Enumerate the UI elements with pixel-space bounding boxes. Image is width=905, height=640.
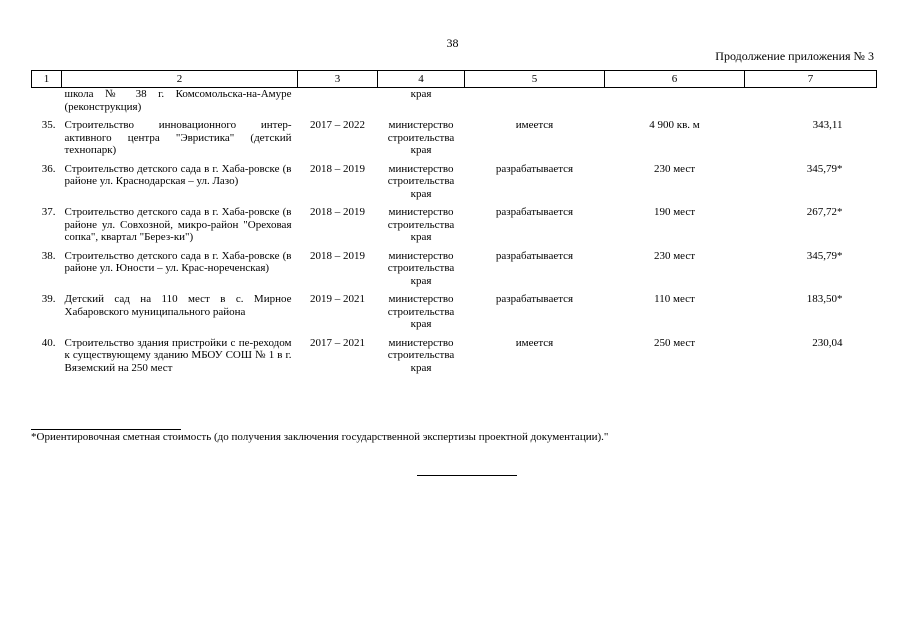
documentation-status: разрабатывается: [495, 293, 574, 305]
cost: 345,79*: [806, 162, 843, 175]
period: 2018 – 2019: [310, 249, 365, 262]
cost: 183,50*: [806, 293, 843, 305]
executor: министерство строительства края: [387, 249, 455, 287]
row-number: 39.: [41, 293, 56, 305]
documentation-status: имеется: [515, 336, 554, 349]
executor: края: [410, 88, 432, 100]
executor: министерство строительства края: [387, 162, 455, 200]
capacity: 4 900 кв. м: [649, 119, 700, 131]
capacity: [605, 88, 745, 120]
period: 2019 – 2021: [310, 293, 365, 305]
table-row: [32, 206, 877, 250]
end-divider: [417, 475, 517, 476]
cost: 343,11: [812, 119, 843, 131]
table-row: [32, 293, 877, 337]
executor: министерство строительства края: [387, 119, 455, 156]
documentation-status: разрабатывается: [495, 162, 574, 175]
cost: 267,72*: [806, 206, 843, 218]
capacity: 230 мест: [653, 162, 696, 175]
object-name: школа № 38 г. Комсомольска-на-Амуре (реконструкция): [64, 88, 292, 113]
capacity: 190 мест: [653, 206, 696, 218]
documentation-status: разрабатывается: [495, 206, 574, 218]
column-header-3: 3: [298, 71, 378, 88]
object-name: Строительство здания пристройки с пе-реходом к существующему зданию МБОУ СОШ № 1 в г. Вяземский на 250 мест: [64, 336, 292, 374]
period: 2018 – 2019: [310, 206, 365, 218]
appendix-note: Продолжение приложения № 3: [715, 49, 874, 63]
table-row: [32, 163, 877, 207]
footnote: *Ориентировочная сметная стоимость (до получения заключения государственной экспертизы проектной документации).": [31, 431, 609, 443]
period: [298, 88, 378, 120]
table-row-continuation: [32, 88, 877, 120]
cost: [745, 88, 877, 120]
table-header-row: [32, 71, 877, 88]
row-number: [32, 88, 62, 120]
row-number: 40.: [41, 336, 56, 349]
table-row: [32, 250, 877, 294]
column-header-6: 6: [605, 71, 745, 88]
period: 2017 – 2021: [310, 336, 365, 349]
footnote-divider: [31, 429, 181, 430]
period: 2018 – 2019: [310, 162, 365, 175]
executor: министерство строительства края: [387, 293, 455, 330]
column-header-2: 2: [62, 71, 298, 88]
column-header-7: 7: [745, 71, 877, 88]
documentation-status: разрабатывается: [495, 249, 574, 262]
cost: 230,04: [812, 336, 843, 349]
object-name: Строительство детского сада в г. Хаба-ровске (в районе ул. Краснодарская – ул. Лазо): [64, 162, 292, 187]
column-header-5: 5: [465, 71, 605, 88]
row-number: 36.: [41, 162, 56, 175]
object-name: Детский сад на 110 мест в с. Мирное Хабаровского муниципального района: [64, 293, 292, 318]
page-number: 38: [446, 36, 459, 50]
row-number: 35.: [41, 119, 56, 131]
object-name: Строительство детского сада в г. Хаба-ровске (в районе ул. Юности – ул. Крас-нореченская): [64, 249, 292, 274]
executor: министерство строительства края: [387, 206, 455, 243]
capacity: 230 мест: [653, 249, 696, 262]
period: 2017 – 2022: [310, 119, 365, 131]
cost: 345,79*: [806, 249, 843, 262]
object-name: Строительство инновационного интер-активного центра "Эвристика" (детский технопарк): [64, 119, 292, 156]
column-header-1: 1: [32, 71, 62, 88]
column-header-4: 4: [378, 71, 465, 88]
objects-table: [31, 70, 877, 380]
documentation-status: [465, 88, 605, 120]
row-number: 38.: [41, 249, 56, 262]
documentation-status: имеется: [515, 119, 554, 131]
object-name: Строительство детского сада в г. Хаба-ровске (в районе ул. Совхозной, микро-район "Ореховая сопка", квартал "Берез-ки"): [64, 206, 292, 243]
row-number: 37.: [41, 206, 56, 218]
capacity: 110 мест: [654, 293, 695, 305]
executor: министерство строительства края: [387, 336, 455, 374]
table-row: [32, 337, 877, 381]
capacity: 250 мест: [653, 336, 696, 349]
table-row: [32, 119, 877, 163]
